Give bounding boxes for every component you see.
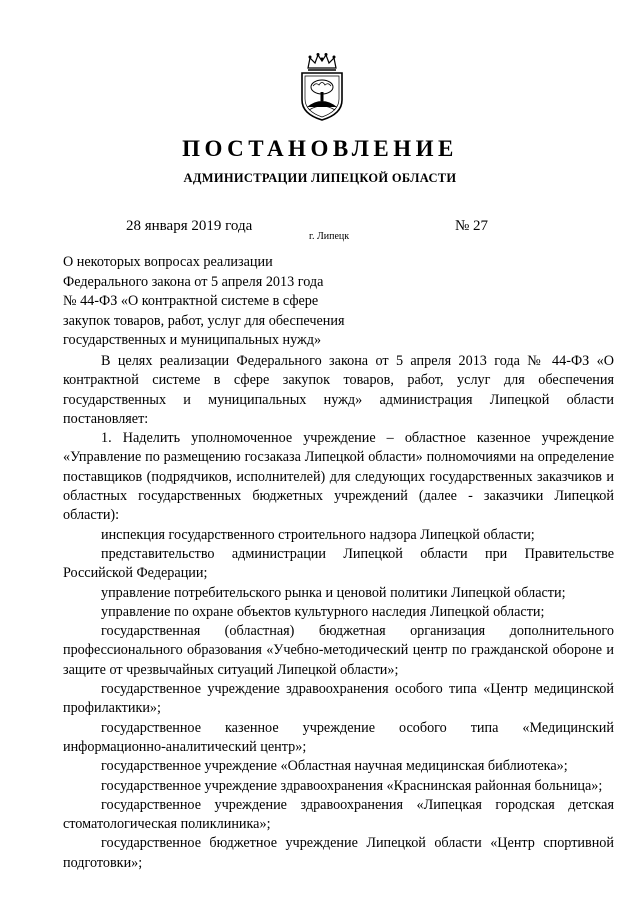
subject-line: Федерального закона от 5 апреля 2013 года <box>63 273 324 290</box>
subject-line: закупок товаров, работ, услуг для обеспечения <box>63 312 345 329</box>
list-item: государственное учреждение здравоохранения «Липецкая городская детская стоматологическая поликлиника»; <box>63 796 614 833</box>
list-item: управление потребительского рынка и ценовой политики Липецкой области; <box>101 584 566 601</box>
subject-line: О некоторых вопросах реализации <box>63 254 273 270</box>
body-paragraph: В целях реализации Федерального закона от 5 апреля 2013 года № 44-ФЗ «О контрактной системе в сфере закупок товаров, работ, услуг для обеспечения государственных и муниципальных нужд» администрация Липецкой области постановляет: <box>63 353 614 427</box>
list-item: управление по охране объектов культурного наследия Липецкой области; <box>101 603 545 620</box>
subject-line: государственных и муниципальных нужд» <box>63 332 322 349</box>
list-item: государственное учреждение здравоохранения «Краснинская районная больница»; <box>101 777 603 794</box>
list-item: государственное казенное учреждение особого типа «Медицинский информационно-аналитический центр»; <box>63 719 614 755</box>
list-item: инспекция государственного строительного надзора Липецкой области; <box>101 526 535 543</box>
list-item: государственное учреждение здравоохранения особого типа «Центр медицинской профилактики»; <box>63 681 614 717</box>
document-date: 28 января 2019 года <box>126 218 253 234</box>
list-item: государственная (областная) бюджетная организация дополнительного профессионального образования «Учебно-методический центр по гражданской обороне и защите от чрезвычайных ситуаций Липецкой области»; <box>63 623 614 678</box>
subject-line: № 44-ФЗ «О контрактной системе в сфере <box>63 293 319 310</box>
document-title: ПОСТАНОВЛЕНИЕ <box>182 136 458 161</box>
document-body <box>63 352 614 873</box>
document-subject <box>63 253 393 351</box>
body-paragraph: 1. Наделить уполномоченное учреждение – областное казенное учреждение «Управление по размещению госзаказа Липецкой области» полномочиями на определение поставщиков (подрядчиков, исполнителей) для следующих государственных заказчиков и областных государственных бюджетных учреждений (далее - заказчики Липецкой области): <box>63 430 614 524</box>
list-item: государственное учреждение «Областная научная медицинская библиотека»; <box>101 758 568 775</box>
document-number: № 27 <box>455 218 489 234</box>
list-item: государственное бюджетное учреждение Липецкой области «Центр спортивной подготовки»; <box>63 835 614 871</box>
document-place: г. Липецк <box>309 231 350 242</box>
list-item: представительство администрации Липецкой области при Правительстве Российской Федерации; <box>63 545 614 582</box>
coat-of-arms-icon <box>298 52 346 122</box>
issuing-authority: АДМИНИСТРАЦИИ ЛИПЕЦКОЙ ОБЛАСТИ <box>183 171 457 185</box>
